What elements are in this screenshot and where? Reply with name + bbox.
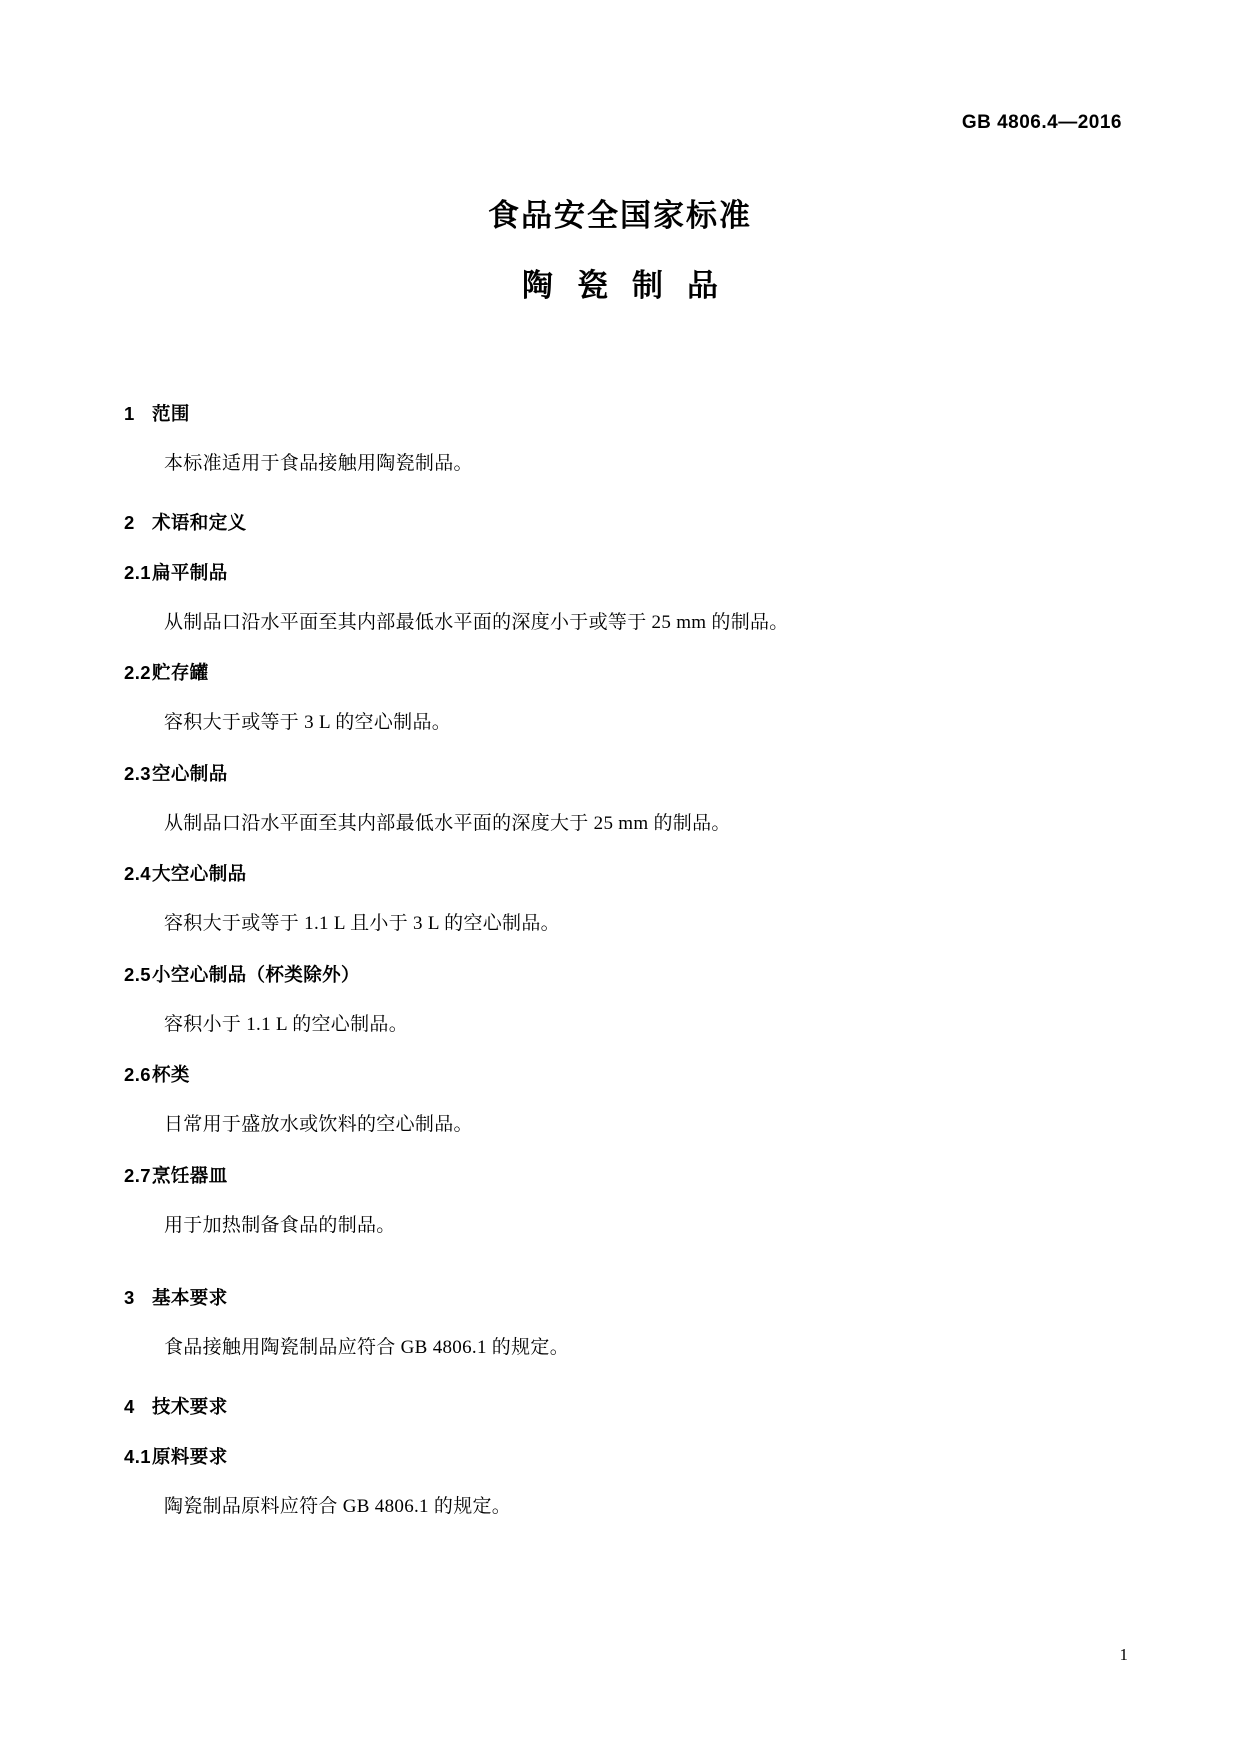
clause-number: 2.1 — [124, 561, 151, 583]
clause-title: 小空心制品（杯类除外） — [152, 963, 360, 985]
clause-title: 技术要求 — [152, 1395, 228, 1417]
clause-number: 2.3 — [124, 762, 151, 784]
title-block — [0, 196, 1240, 307]
clause-heading-2-1 — [124, 559, 1004, 585]
clause-number: 2.2 — [124, 662, 151, 683]
page-number: 1 — [1119, 1645, 1128, 1664]
clause-number: 2.5 — [124, 963, 151, 985]
clause-body-2-7: 用于加热制备食品的制品。 — [164, 1214, 396, 1236]
clause-body-2-4: 容积大于或等于 1.1 L 且小于 3 L 的空心制品。 — [164, 913, 560, 934]
clause-title: 原料要求 — [152, 1445, 228, 1467]
clause-number: 2.4 — [124, 863, 151, 884]
clause-body-2-5: 容积小于 1.1 L 的空心制品。 — [164, 1013, 409, 1035]
clause-heading-4 — [124, 1393, 1004, 1419]
clause-number: 4 — [124, 1395, 135, 1417]
clause-heading-3 — [124, 1284, 1004, 1310]
clause-number: 2 — [124, 511, 135, 533]
clause-heading-4-1 — [124, 1443, 1004, 1469]
clause-heading-1 — [124, 400, 1004, 426]
page-title: 食品安全国家标准 — [488, 198, 752, 233]
clause-number: 3 — [124, 1287, 135, 1308]
clause-title: 空心制品 — [152, 762, 228, 784]
clause-title: 杯类 — [152, 1064, 190, 1085]
clause-heading-2-4 — [124, 860, 1004, 886]
clause-body-2-2: 容积大于或等于 3 L 的空心制品。 — [164, 712, 452, 733]
page-subtitle: 陶瓷制品 — [522, 268, 742, 304]
clause-heading-2-6 — [124, 1061, 1004, 1087]
clause-heading-2-2 — [124, 659, 1004, 685]
clause-title: 烹饪器皿 — [152, 1164, 228, 1186]
clause-title: 范围 — [152, 403, 190, 424]
clause-title: 术语和定义 — [152, 511, 247, 533]
clause-heading-2-5 — [124, 961, 1004, 987]
clause-body-2-6: 日常用于盛放水或饮料的空心制品。 — [164, 1114, 473, 1135]
clause-number: 2.6 — [124, 1064, 151, 1085]
clause-title: 基本要求 — [152, 1287, 228, 1308]
clause-heading-2-7 — [124, 1162, 1004, 1188]
clause-body-3: 食品接触用陶瓷制品应符合 GB 4806.1 的规定。 — [164, 1337, 569, 1358]
clause-number: 1 — [124, 403, 135, 424]
clause-body-2-3: 从制品口沿水平面至其内部最低水平面的深度大于 25 mm 的制品。 — [164, 812, 731, 834]
clause-number: 2.7 — [124, 1164, 151, 1186]
standard-code-header: GB 4806.4—2016 — [961, 112, 1122, 133]
clause-heading-2-3 — [124, 760, 1004, 786]
clause-body-2-1: 从制品口沿水平面至其内部最低水平面的深度小于或等于 25 mm 的制品。 — [164, 611, 789, 633]
clause-number: 4.1 — [124, 1445, 151, 1467]
clause-title: 大空心制品 — [152, 863, 247, 884]
clause-title: 贮存罐 — [152, 662, 209, 683]
document-body — [124, 400, 1004, 1521]
clause-body-4-1: 陶瓷制品原料应符合 GB 4806.1 的规定。 — [164, 1495, 512, 1517]
clause-heading-2 — [124, 509, 1004, 535]
clause-title: 扁平制品 — [152, 561, 228, 583]
clause-body-1: 本标准适用于食品接触用陶瓷制品。 — [164, 453, 473, 474]
